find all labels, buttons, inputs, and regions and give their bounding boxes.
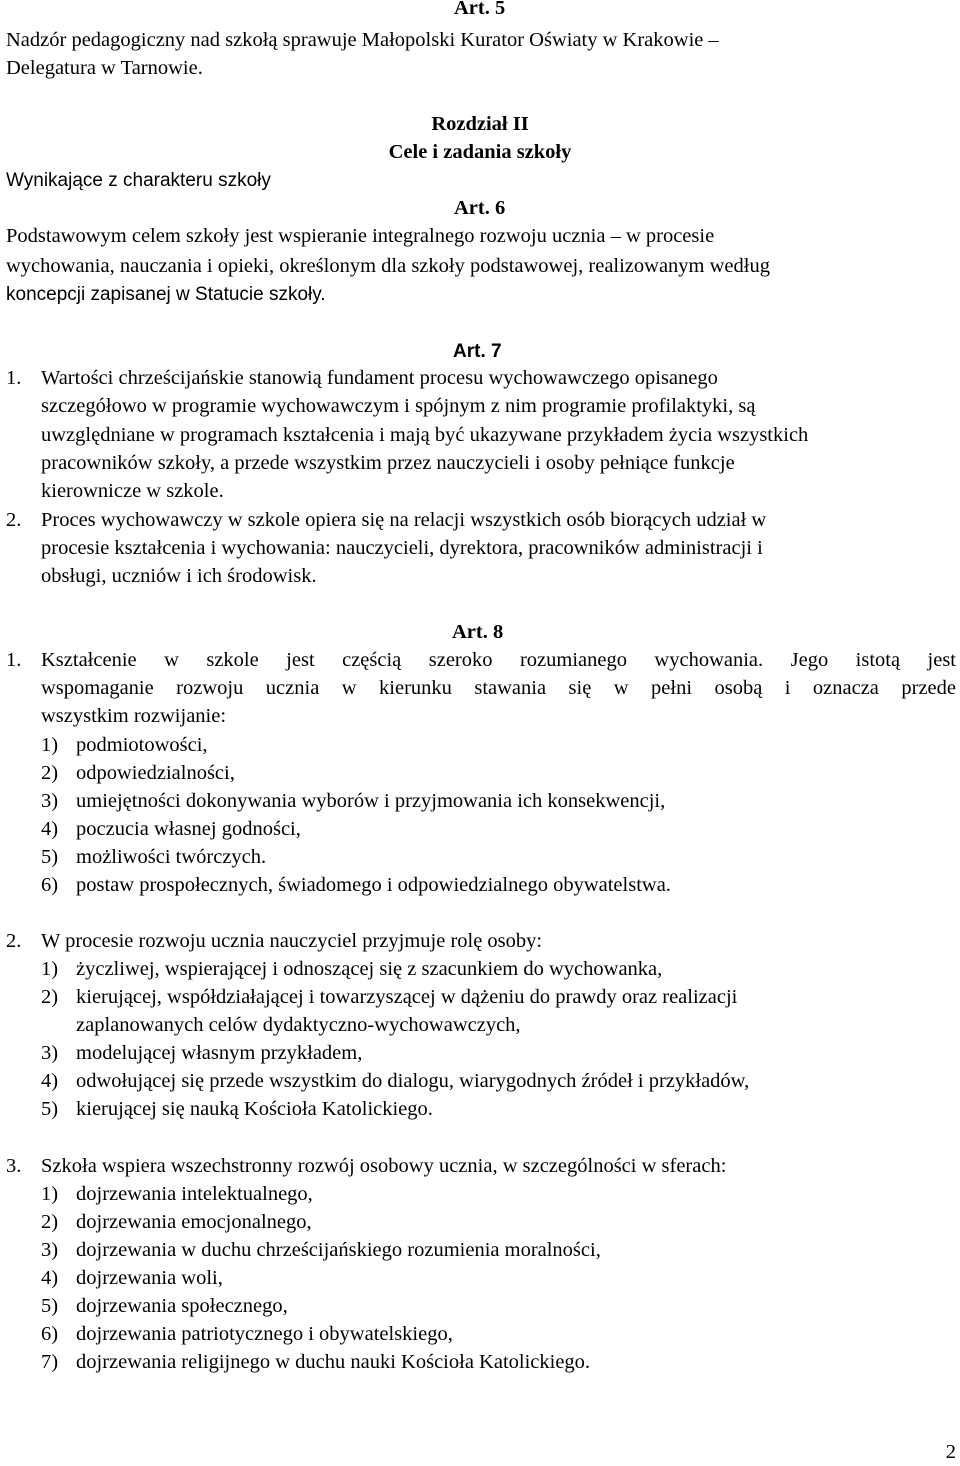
list-item: dojrzewania woli, [76, 1267, 223, 1289]
list-item-number: 1) [41, 734, 59, 756]
list-item: podmiotowości, [76, 734, 208, 756]
art7-p1-number: 1. [6, 367, 22, 389]
list-item: dojrzewania społecznego, [76, 1295, 288, 1317]
art7-p1-line: pracowników szkoły, a przede wszystkim przez nauczycieli i osoby pełniące funkcje [41, 452, 735, 474]
list-item-number: 3) [41, 1042, 59, 1064]
art8-heading: Art. 8 [452, 621, 504, 643]
art7-heading: Art. 7 [453, 341, 502, 362]
list-item-number: 6) [41, 874, 59, 896]
list-item-number: 4) [41, 1267, 59, 1289]
art8-p1-line: wszystkim rozwijanie: [41, 705, 227, 727]
list-item-number: 2) [41, 1211, 59, 1233]
art6-heading: Art. 6 [454, 197, 506, 219]
art6-line: Podstawowym celem szkoły jest wspieranie integralnego rozwoju ucznia – w procesie [6, 225, 715, 247]
list-item-number: 5) [41, 846, 59, 868]
chapter-subtitle: Cele i zadania szkoły [388, 141, 572, 163]
list-item-number: 2) [41, 986, 59, 1008]
art7-p2-number: 2. [6, 509, 22, 531]
art8-p3-intro: Szkoła wspiera wszechstronny rozwój osobowy ucznia, w szczególności w sferach: [41, 1155, 727, 1177]
art8-p2-number: 2. [6, 930, 22, 952]
list-item-number: 1) [41, 1183, 59, 1205]
art5-line: Nadzór pedagogiczny nad szkołą sprawuje Małopolski Kurator Oświaty w Krakowie – [6, 29, 719, 51]
list-item: kierującej się nauką Kościoła Katolickiego. [76, 1098, 433, 1120]
list-item: modelującej własnym przykładem, [76, 1042, 363, 1064]
list-item: możliwości twórczych. [76, 846, 267, 868]
list-item: odwołującej się przede wszystkim do dialogu, wiarygodnych źródeł i przykładów, [76, 1070, 750, 1092]
list-item: życzliwej, wspierającej i odnoszącej się z szacunkiem do wychowanka, [76, 958, 663, 980]
page-number: 2 [945, 1441, 956, 1463]
list-item: dojrzewania w duchu chrześcijańskiego rozumienia moralności, [76, 1239, 601, 1261]
list-item: dojrzewania religijnego w duchu nauki Kościoła Katolickiego. [76, 1351, 591, 1373]
list-item: umiejętności dokonywania wyborów i przyjmowania ich konsekwencji, [76, 790, 666, 812]
list-item: dojrzewania patriotycznego i obywatelskiego, [76, 1323, 453, 1345]
list-item: kierującej, współdziałającej i towarzyszącej w dążeniu do prawdy oraz realizacji [76, 986, 738, 1008]
list-item: odpowiedzialności, [76, 762, 235, 784]
list-item-number: 3) [41, 790, 59, 812]
art7-p1-line: szczegółowo w programie wychowawczym i spójnym z nim programie profilaktyki, są [41, 395, 756, 417]
art7-p1-line: Wartości chrześcijańskie stanowią fundament procesu wychowawczego opisanego [41, 367, 718, 389]
list-item-number: 6) [41, 1323, 59, 1345]
art8-p2-intro: W procesie rozwoju ucznia nauczyciel przyjmuje rolę osoby: [41, 930, 543, 952]
list-item: dojrzewania intelektualnego, [76, 1183, 313, 1205]
chapter-title: Rozdział II [431, 113, 529, 135]
art7-p2-line: obsługi, uczniów i ich środowisk. [41, 565, 317, 587]
list-item-number: 5) [41, 1098, 59, 1120]
art7-p1-line: uwzględniane w programach kształcenia i mają być ukazywane przykładem życia wszystkich [41, 424, 809, 446]
art5-line: Delegatura w Tarnowie. [6, 57, 203, 79]
art7-p2-line: Proces wychowawczy w szkole opiera się na relacji wszystkich osób biorących udział w [41, 509, 767, 531]
art8-p1-number: 1. [6, 649, 22, 671]
art8-p1-line: Kształcenie w szkole jest częścią szeroko rozumianego wychowania. Jego istotą jest [41, 649, 956, 671]
list-item: dojrzewania emocjonalnego, [76, 1211, 312, 1233]
art7-p2-line: procesie kształcenia i wychowania: nauczycieli, dyrektora, pracowników administracji i [41, 537, 763, 559]
list-item-number: 4) [41, 818, 59, 840]
art5-heading: Art. 5 [454, 0, 506, 19]
list-item-continuation: zaplanowanych celów dydaktyczno-wychowawczych, [76, 1014, 521, 1036]
art6-line: wychowania, nauczania i opieki, określonym dla szkoły podstawowej, realizowanym według [6, 255, 770, 277]
list-item-number: 4) [41, 1070, 59, 1092]
list-item-number: 3) [41, 1239, 59, 1261]
list-item-number: 2) [41, 762, 59, 784]
list-item-number: 7) [41, 1351, 59, 1373]
list-item-number: 5) [41, 1295, 59, 1317]
art8-p1-line: wspomaganie rozwoju ucznia w kierunku stawania się w pełni osobą i oznacza przede [41, 677, 956, 699]
section-note: Wynikające z charakteru szkoły [6, 170, 271, 191]
list-item: postaw prospołecznych, świadomego i odpowiedzialnego obywatelstwa. [76, 874, 671, 896]
list-item-number: 1) [41, 958, 59, 980]
art8-p3-number: 3. [6, 1155, 22, 1177]
art7-p1-line: kierownicze w szkole. [41, 480, 224, 502]
art6-line: koncepcji zapisanej w Statucie szkoły. [6, 284, 326, 305]
list-item: poczucia własnej godności, [76, 818, 301, 840]
